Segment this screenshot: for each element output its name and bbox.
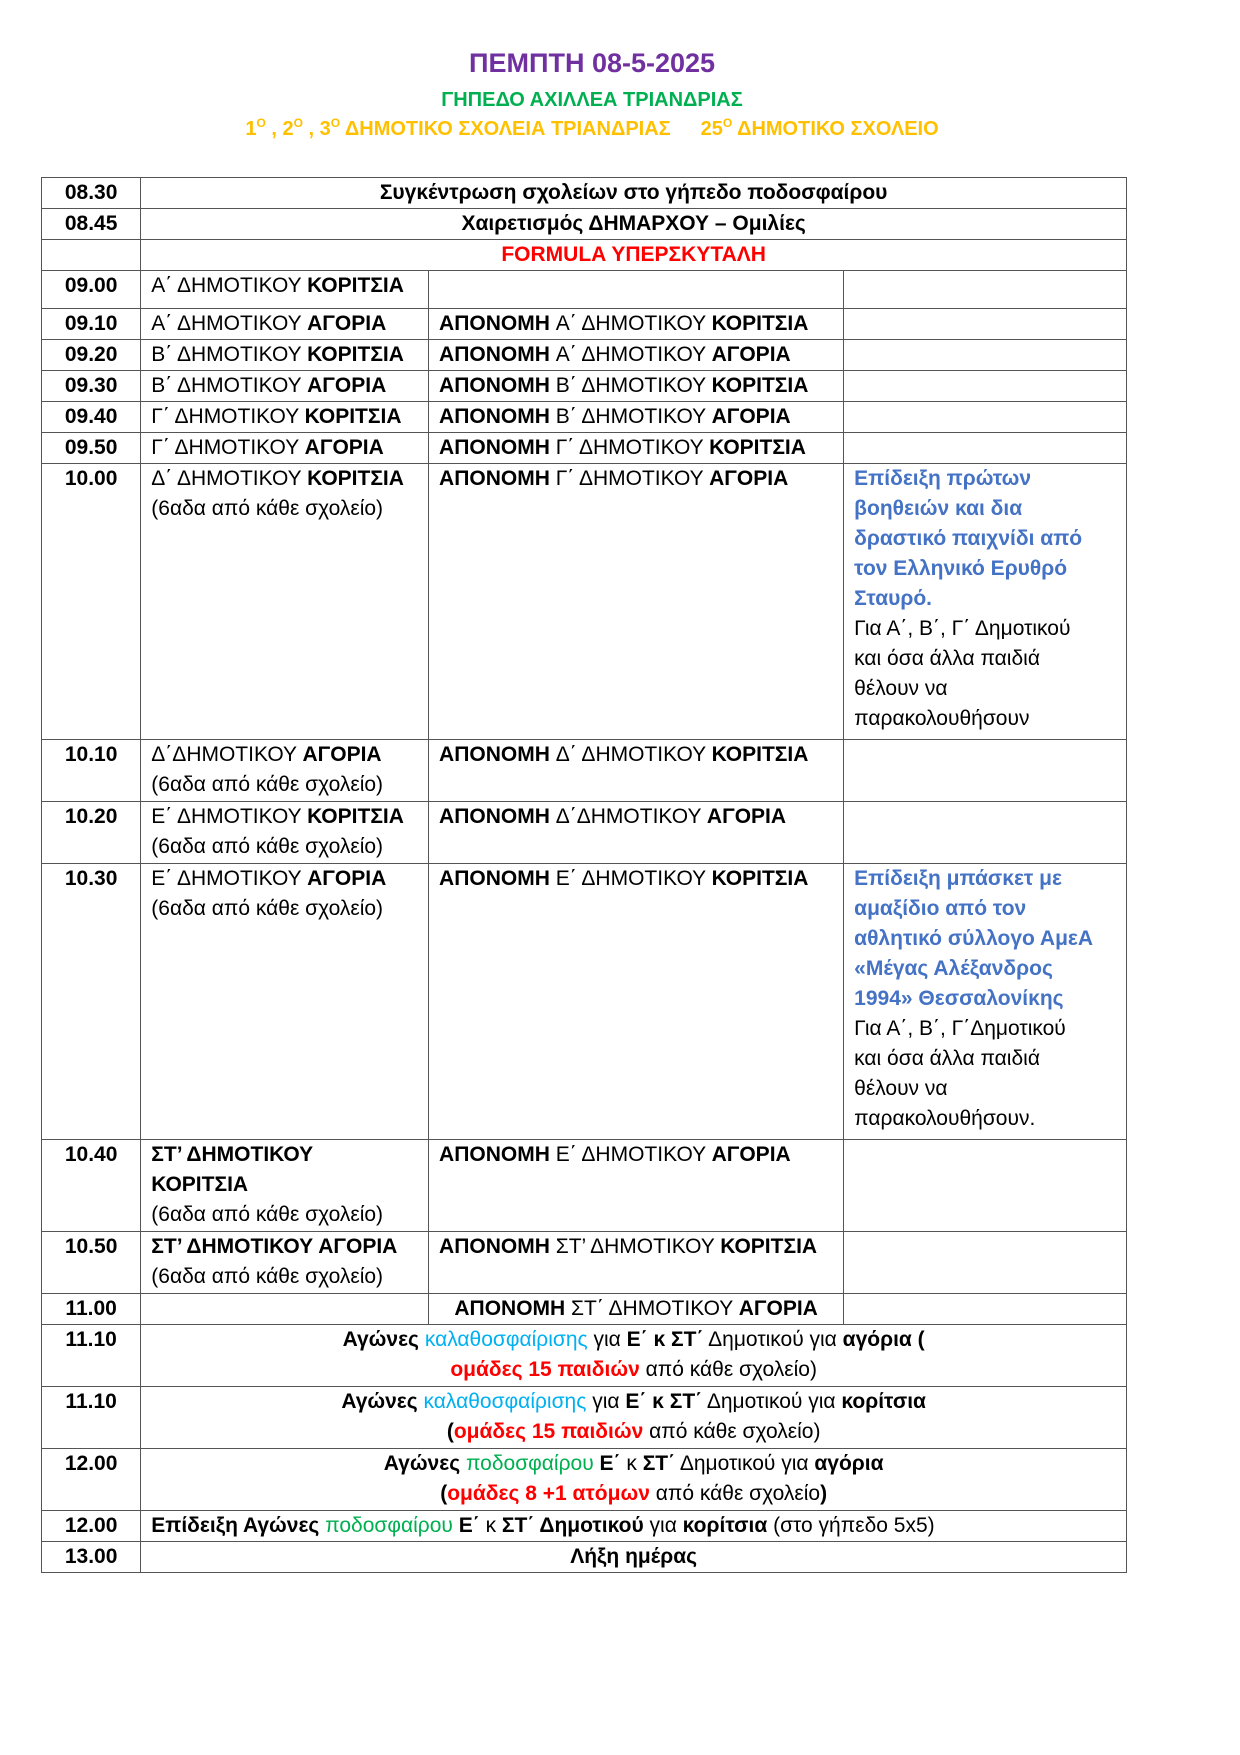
note-cell [844, 371, 1127, 402]
table-row [42, 864, 1127, 1140]
award-cell: ΑΠΟΝΟΜΗ Ε΄ ΔΗΜΟΤΙΚΟΥ ΑΓΟΡΙΑ [429, 1140, 844, 1232]
table-row [42, 1232, 1127, 1294]
race-cell: Γ΄ ΔΗΜΟΤΙΚΟΥ ΑΓΟΡΙΑ [141, 433, 429, 464]
table-row [42, 309, 1127, 340]
time-cell: 10.10 [42, 740, 141, 802]
time-cell: 09.40 [42, 402, 141, 433]
table-row [42, 433, 1127, 464]
award-cell: ΑΠΟΝΟΜΗ Γ΄ ΔΗΜΟΤΙΚΟΥ ΑΓΟΡΙΑ [429, 464, 844, 740]
note-cell [844, 402, 1127, 433]
time-cell: 09.10 [42, 309, 141, 340]
award-cell: ΑΠΟΝΟΜΗ ΣΤ΄ ΔΗΜΟΤΙΚΟΥ ΑΓΟΡΙΑ [429, 1294, 844, 1325]
table-row [42, 371, 1127, 402]
award-cell: ΑΠΟΝΟΜΗ Δ΄ ΔΗΜΟΤΙΚΟΥ ΚΟΡΙΤΣΙΑ [429, 740, 844, 802]
award-cell: ΑΠΟΝΟΜΗ Β΄ ΔΗΜΟΤΙΚΟΥ ΑΓΟΡΙΑ [429, 402, 844, 433]
time-cell: 12.00 [42, 1449, 141, 1511]
award-cell: ΑΠΟΝΟΜΗ Α΄ ΔΗΜΟΤΙΚΟΥ ΑΓΟΡΙΑ [429, 340, 844, 371]
table-row [42, 271, 1127, 309]
football-girls-cell: Επίδειξη Αγώνες ποδοσφαίρου Ε΄ κ ΣΤ΄ Δημοτικού για κορίτσια (στο γήπεδο 5x5) [141, 1511, 1127, 1542]
race-cell: Γ΄ ΔΗΜΟΤΙΚΟΥ ΚΟΡΙΤΣΙΑ [141, 402, 429, 433]
note-cell-first-aid: Επίδειξη πρώτων βοηθειών και δια δραστικό παιχνίδι από τον Ελληνικό Ερυθρό Σταυρό. Για Α΄, Β΄, Γ΄ Δημοτικού και όσα άλλα παιδιά θέλουν να παρακολουθήσουν [844, 464, 1127, 740]
table-row [42, 209, 1127, 240]
award-cell: ΑΠΟΝΟΜΗ Α΄ ΔΗΜΟΤΙΚΟΥ ΚΟΡΙΤΣΙΑ [429, 309, 844, 340]
race-cell: Δ΄ ΔΗΜΟΤΙΚΟΥ ΚΟΡΙΤΣΙΑ (6αδα από κάθε σχολείο) [141, 464, 429, 740]
note-cell [844, 740, 1127, 802]
award-cell: ΑΠΟΝΟΜΗ Γ΄ ΔΗΜΟΤΙΚΟΥ ΚΟΡΙΤΣΙΑ [429, 433, 844, 464]
table-row [42, 1294, 1127, 1325]
award-cell: ΑΠΟΝΟΜΗ Ε΄ ΔΗΜΟΤΙΚΟΥ ΚΟΡΙΤΣΙΑ [429, 864, 844, 1140]
table-row [42, 240, 1127, 271]
race-cell: Δ΄ΔΗΜΟΤΙΚΟΥ ΑΓΟΡΙΑ (6αδα από κάθε σχολείο) [141, 740, 429, 802]
time-cell [42, 240, 141, 271]
schedule-table [41, 177, 1127, 1573]
race-cell: Β΄ ΔΗΜΟΤΙΚΟΥ ΑΓΟΡΙΑ [141, 371, 429, 402]
race-cell: ΣΤ’ ΔΗΜΟΤΙΚΟΥ ΑΓΟΡΙΑ (6αδα από κάθε σχολείο) [141, 1232, 429, 1294]
time-cell: 11.10 [42, 1325, 141, 1387]
note-cell [844, 802, 1127, 864]
time-cell: 10.50 [42, 1232, 141, 1294]
time-cell: 10.00 [42, 464, 141, 740]
note-cell [844, 340, 1127, 371]
table-row [42, 1325, 1127, 1387]
race-cell: Ε΄ ΔΗΜΟΤΙΚΟΥ ΚΟΡΙΤΣΙΑ (6αδα από κάθε σχολείο) [141, 802, 429, 864]
table-row [42, 1542, 1127, 1573]
time-cell: 09.20 [42, 340, 141, 371]
award-cell: ΑΠΟΝΟΜΗ Β΄ ΔΗΜΟΤΙΚΟΥ ΚΟΡΙΤΣΙΑ [429, 371, 844, 402]
table-row [42, 402, 1127, 433]
time-cell: 11.00 [42, 1294, 141, 1325]
note-cell [844, 1294, 1127, 1325]
time-cell: 10.20 [42, 802, 141, 864]
time-cell: 09.30 [42, 371, 141, 402]
time-cell: 08.45 [42, 209, 141, 240]
time-cell: 08.30 [42, 178, 141, 209]
event-cell: Λήξη ημέρας [141, 1542, 1127, 1573]
table-row [42, 340, 1127, 371]
table-row [42, 464, 1127, 740]
table-row [42, 1449, 1127, 1511]
time-cell: 10.30 [42, 864, 141, 1140]
page-title: ΠΕΜΠΤΗ 08-5-2025 [468, 48, 716, 78]
note-cell [844, 433, 1127, 464]
time-cell: 09.50 [42, 433, 141, 464]
venue-subtitle: ΓΗΠΕΔΟ ΑΧΙΛΛΕΑ ΤΡΙΑΝΔΡΙΑΣ [441, 89, 743, 111]
race-cell: Α΄ ΔΗΜΟΤΙΚΟΥ ΑΓΟΡΙΑ [141, 309, 429, 340]
football-boys-cell: Αγώνες ποδοσφαίρου Ε΄ κ ΣΤ΄ Δημοτικού για αγόρια (ομάδες 8 +1 ατόμων από κάθε σχολείο) [141, 1449, 1127, 1511]
table-row [42, 802, 1127, 864]
table-row [42, 1511, 1127, 1542]
event-cell: Συγκέντρωση σχολείων στο γήπεδο ποδοσφαίρου [141, 178, 1127, 209]
note-cell [844, 309, 1127, 340]
award-cell: ΑΠΟΝΟΜΗ Δ΄ΔΗΜΟΤΙΚΟΥ ΑΓΟΡΙΑ [429, 802, 844, 864]
race-cell: ΣΤ’ ΔΗΜΟΤΙΚΟΥ ΚΟΡΙΤΣΙΑ (6αδα από κάθε σχολείο) [141, 1140, 429, 1232]
note-cell [844, 1140, 1127, 1232]
table-row [42, 178, 1127, 209]
race-cell: Α΄ ΔΗΜΟΤΙΚΟΥ ΚΟΡΙΤΣΙΑ [141, 271, 429, 309]
event-cell: Χαιρετισμός ΔΗΜΑΡΧΟΥ – Ομιλίες [141, 209, 1127, 240]
relay-heading: FORMULA ΥΠΕΡΣΚΥΤΑΛΗ [141, 240, 1127, 271]
schools-subtitle: $1^O$ , $2^O$ , $3^O$ ΔΗΜΟΤΙΚΟ ΣΧΟΛΕΙΑ ΤΡΙΑΝΔΡΙΑΣ $25^O$ ΔΗΜΟΤΙΚΟ ΣΧΟΛΕΙΟ [245, 116, 939, 140]
time-cell: 12.00 [42, 1511, 141, 1542]
note-cell-wheelchair-basketball: Επίδειξη μπάσκετ με αμαξίδιο από τον αθλητικό σύλλογο ΑμεΑ «Μέγας Αλέξανδρος 1994» Θεσσαλονίκης Για Α΄, Β΄, Γ΄Δημοτικού και όσα άλλα παιδιά θέλουν να παρακολουθήσουν. [844, 864, 1127, 1140]
basketball-girls-cell: Αγώνες καλαθοσφαίρισης για Ε΄ κ ΣΤ΄ Δημοτικού για κορίτσια (ομάδες 15 παιδιών από κάθε σχολείο) [141, 1387, 1127, 1449]
award-cell [429, 271, 844, 309]
time-cell: 13.00 [42, 1542, 141, 1573]
time-cell: 11.10 [42, 1387, 141, 1449]
race-cell: Β΄ ΔΗΜΟΤΙΚΟΥ ΚΟΡΙΤΣΙΑ [141, 340, 429, 371]
race-cell [141, 1294, 429, 1325]
basketball-boys-cell: Αγώνες καλαθοσφαίρισης για Ε΄ κ ΣΤ΄ Δημοτικού για αγόρια ( ομάδες 15 παιδιών από κάθε σχολείο) [141, 1325, 1127, 1387]
note-cell [844, 271, 1127, 309]
table-row [42, 740, 1127, 802]
table-row [42, 1387, 1127, 1449]
table-row [42, 1140, 1127, 1232]
time-cell: 09.00 [42, 271, 141, 309]
race-cell: Ε΄ ΔΗΜΟΤΙΚΟΥ ΑΓΟΡΙΑ (6αδα από κάθε σχολείο) [141, 864, 429, 1140]
award-cell: ΑΠΟΝΟΜΗ ΣΤ’ ΔΗΜΟΤΙΚΟΥ ΚΟΡΙΤΣΙΑ [429, 1232, 844, 1294]
time-cell: 10.40 [42, 1140, 141, 1232]
note-cell [844, 1232, 1127, 1294]
